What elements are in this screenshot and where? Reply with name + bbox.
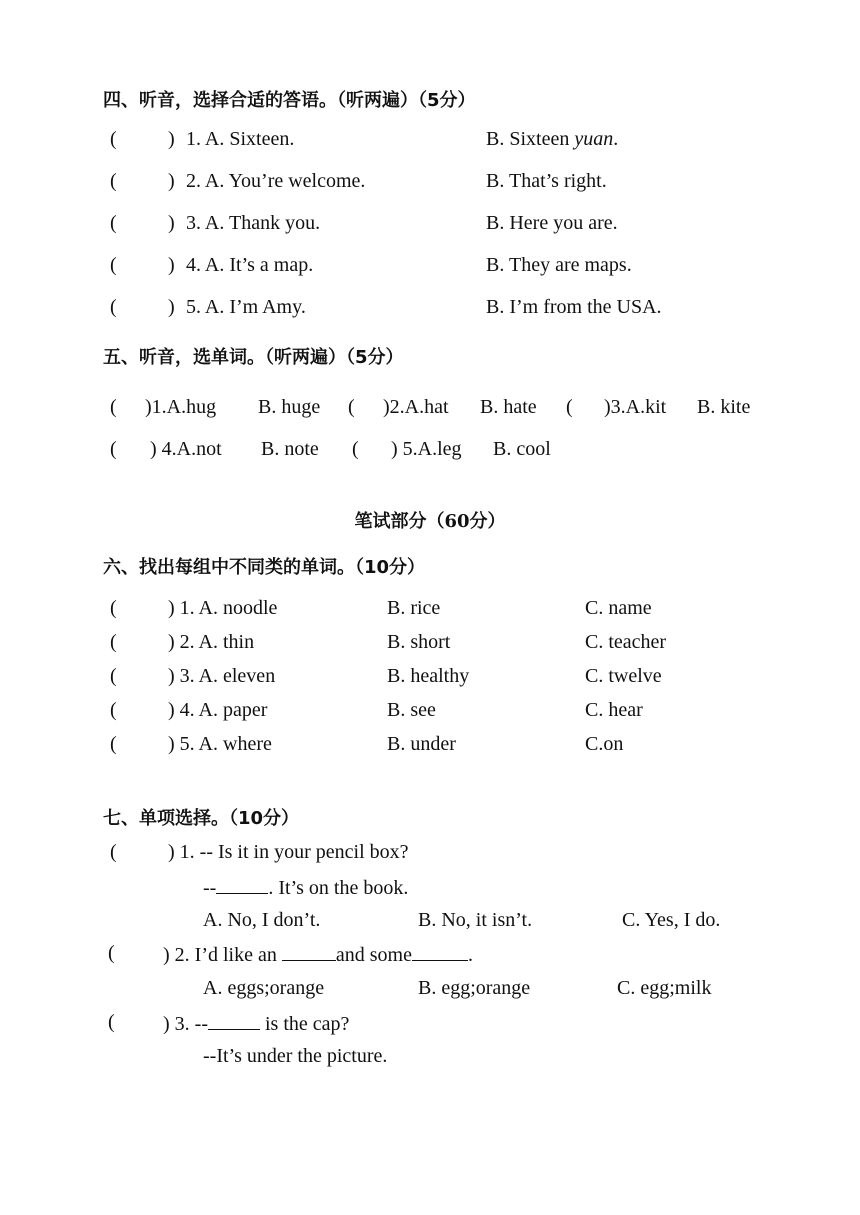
answer-paren[interactable]: ( [110, 699, 117, 721]
s4-item-4-close: ) [168, 254, 175, 276]
s7-q1-stem: ) 1. -- Is it in your pencil box? [168, 841, 409, 863]
s7-q1-response-prefix: -- [203, 877, 217, 899]
answer-paren[interactable]: ( [566, 396, 573, 418]
answer-paren[interactable]: ( [110, 733, 117, 755]
answer-paren[interactable]: ( [348, 396, 355, 418]
s6-item-3-option-b: B. healthy [387, 665, 470, 687]
s4-item-2-close: ) [168, 170, 175, 192]
s6-item-5-option-a: ) 5. A. where [168, 733, 272, 755]
answer-paren[interactable]: ( [110, 597, 117, 619]
s4-item-1-option-b: B. Sixteen yuan. [486, 128, 619, 150]
s6-item-1-option-b: B. rice [387, 597, 441, 619]
s4-item-3-option-b: B. Here you are. [486, 212, 618, 234]
s5-q1-option-b: B. huge [258, 396, 321, 418]
s7-q1-response-text: . It’s on the book. [268, 877, 409, 899]
s6-item-1-option-c: C. name [585, 597, 652, 619]
answer-paren[interactable]: ( [110, 396, 117, 418]
s7-q2-option-a: A. eggs;orange [203, 977, 325, 999]
s7-q1-option-c: C. Yes, I do. [622, 909, 721, 931]
answer-paren[interactable]: ( [110, 254, 117, 276]
s5-q1-option-a: )1.A.hug [145, 396, 217, 418]
s5-q3-option-b: B. kite [697, 396, 751, 418]
answer-paren[interactable]: ( [352, 438, 359, 460]
s6-item-4-option-c: C. hear [585, 699, 643, 721]
answer-paren[interactable]: ( [108, 942, 115, 964]
s7-q3-stem [163, 1011, 349, 1036]
s6-item-5-option-c: C.on [585, 733, 624, 755]
s6-item-5-option-b: B. under [387, 733, 456, 755]
s6-item-3-option-c: C. twelve [585, 665, 662, 687]
s7-q2-stem-end: . [467, 944, 473, 966]
s4-item-5-option-b: B. I’m from the USA. [486, 296, 662, 318]
s6-item-1-option-a: ) 1. A. noodle [168, 597, 278, 619]
s4-item-2-option-b: B. That’s right. [486, 170, 607, 192]
s7-q2-option-b: B. egg;orange [418, 977, 531, 999]
s4-item-5-close: ) [168, 296, 175, 318]
s7-q2-stem [163, 942, 473, 967]
s4-item-3-option-a: 3. A. Thank you. [186, 212, 321, 234]
fill-blank[interactable] [208, 1011, 260, 1030]
s7-q3-stem-start: ) 3. -- [163, 1013, 208, 1035]
s5-q4-option-a: ) 4.A.not [150, 438, 222, 460]
answer-paren[interactable]: ( [110, 438, 117, 460]
answer-paren[interactable]: ( [110, 296, 117, 318]
fill-blank[interactable] [216, 875, 268, 894]
s4-item-4-option-a: 4. A. It’s a map. [186, 254, 314, 276]
s7-q1-option-b: B. No, it isn’t. [418, 909, 533, 931]
s7-q1-response [203, 875, 408, 900]
s6-item-4-option-b: B. see [387, 699, 436, 721]
section-5-title: 五、听音，选单词。（听两遍）（5分） [103, 347, 404, 368]
s4-item-4-option-b: B. They are maps. [486, 254, 632, 276]
s5-q2-option-b: B. hate [480, 396, 537, 418]
answer-paren[interactable]: ( [110, 170, 117, 192]
s4-item-1-close: ) [168, 128, 175, 150]
s5-q2-option-a: )2.A.hat [383, 396, 449, 418]
answer-paren[interactable]: ( [110, 631, 117, 653]
fill-blank[interactable] [282, 942, 336, 961]
s4-item-3-close: ) [168, 212, 175, 234]
fill-blank[interactable] [412, 942, 468, 961]
s7-q2-stem-middle: and some [335, 944, 412, 966]
section-6-title: 六、找出每组中不同类的单词。（10分） [103, 557, 426, 578]
s5-q4-option-b: B. note [261, 438, 319, 460]
answer-paren[interactable]: ( [110, 212, 117, 234]
s5-q5-option-b: B. cool [493, 438, 551, 460]
s7-q3-response: --It’s under the picture. [203, 1045, 388, 1067]
written-part-title: 笔试部分（60分） [354, 511, 506, 532]
s7-q2-option-c: C. egg;milk [617, 977, 712, 999]
answer-paren[interactable]: ( [110, 128, 117, 150]
section-7-title: 七、单项选择。（10分） [103, 808, 300, 829]
s4-item-5-option-a: 5. A. I’m Amy. [186, 296, 306, 318]
s7-q1-option-a: A. No, I don’t. [203, 909, 321, 931]
s6-item-2-option-b: B. short [387, 631, 451, 653]
section-4-title: 四、听音，选择合适的答语。（听两遍）（5分） [103, 90, 476, 111]
s6-item-2-option-a: ) 2. A. thin [168, 631, 255, 653]
s5-q5-option-a: ) 5.A.leg [391, 438, 462, 460]
answer-paren[interactable]: ( [110, 841, 117, 863]
s5-q3-option-a: )3.A.kit [604, 396, 667, 418]
s7-q3-stem-end: is the cap? [259, 1013, 350, 1035]
s7-q2-stem-start: ) 2. I’d like an [163, 944, 282, 966]
s6-item-2-option-c: C. teacher [585, 631, 667, 653]
s4-item-1-option-a: 1. A. Sixteen. [186, 128, 295, 150]
s4-item-2-option-a: 2. A. You’re welcome. [186, 170, 366, 192]
s6-item-3-option-a: ) 3. A. eleven [168, 665, 276, 687]
answer-paren[interactable]: ( [110, 665, 117, 687]
answer-paren[interactable]: ( [108, 1011, 115, 1033]
s6-item-4-option-a: ) 4. A. paper [168, 699, 268, 721]
